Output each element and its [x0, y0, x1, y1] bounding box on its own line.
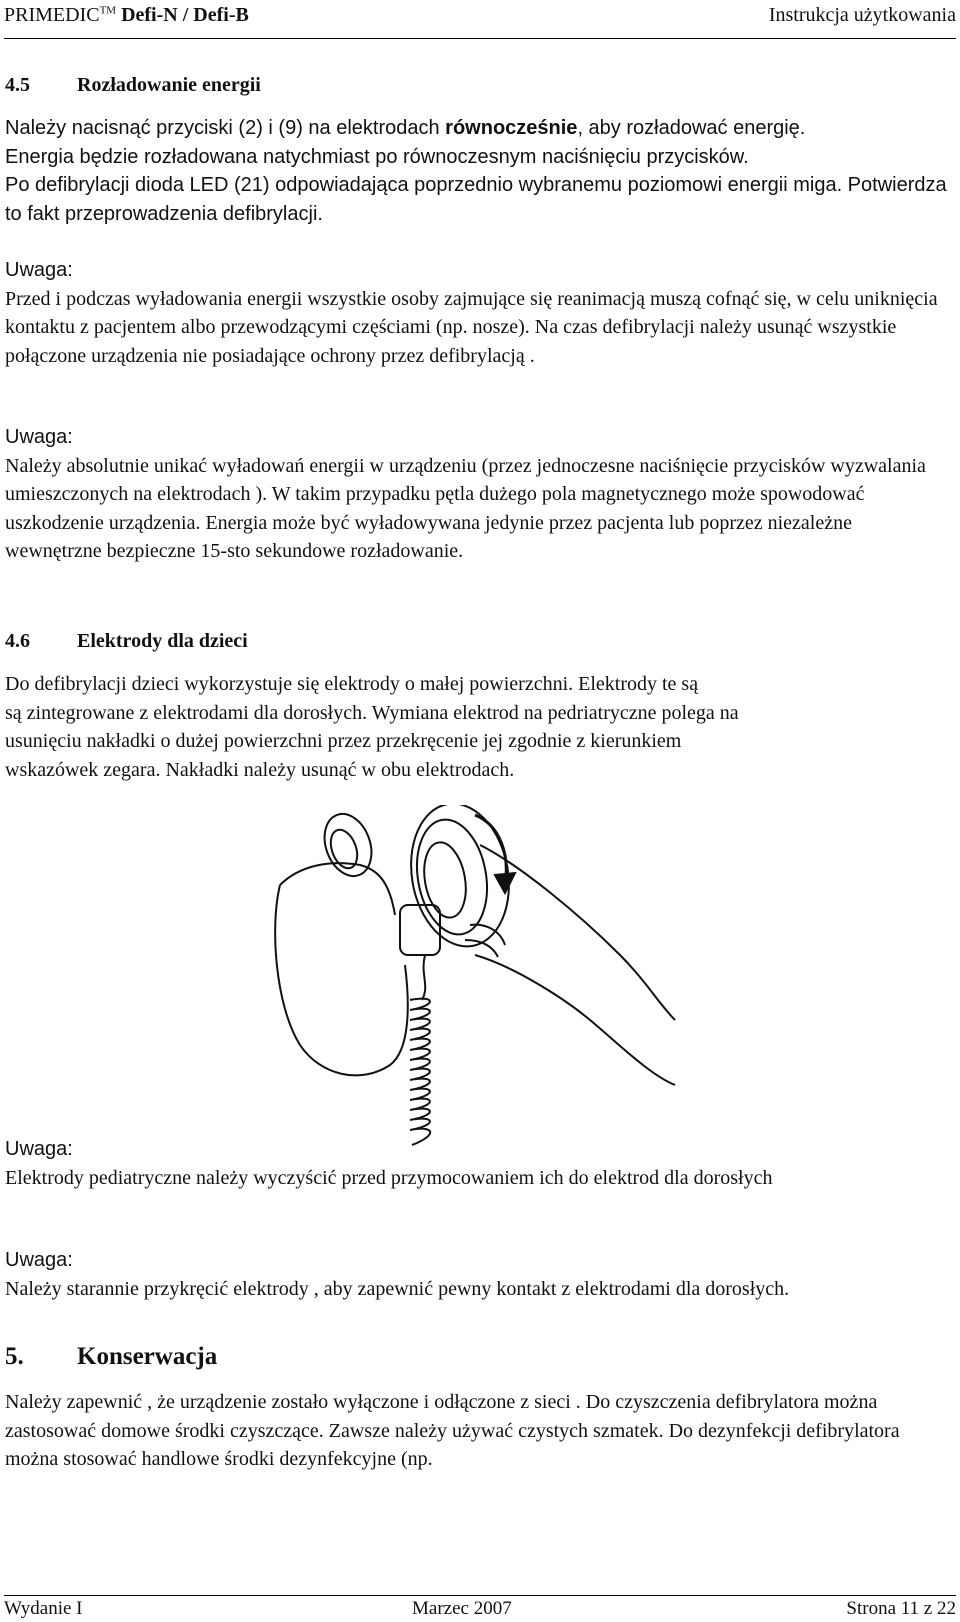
note-text: Przed i podczas wyładowania energii wszystkie osoby zajmujące się reanimacją muszą cofnąć się, w celu uniknięcia kontaktu z pacjentem albo przewodzącymi częściami (np. nosze). Na czas defibrylacji należy usunąć wszystkie połączone urządzenia nie posiadające ochrony przez defibrylacją . [5, 287, 938, 367]
trademark-sup: TM [99, 4, 117, 17]
brand-name: PRIMEDIC [4, 4, 100, 26]
text-run: , aby rozładować energię. [577, 117, 806, 139]
paragraph-line: wskazówek zegara. Nakładki należy usunąć w obu elektrodach. [5, 758, 515, 781]
section-title: Elektrody dla dzieci [77, 630, 248, 652]
note-text: Należy starannie przykręcić elektrody , aby zapewnić pewny kontakt z elektrodami dla dorosłych. [5, 1277, 790, 1300]
note-label: Uwaga: [5, 1249, 73, 1271]
right-hand-outline [480, 845, 675, 1020]
note-4 [5, 1246, 950, 1303]
footer-edition: Wydanie I [4, 1598, 83, 1619]
section-heading-5 [5, 1343, 217, 1371]
header-brand [4, 4, 249, 27]
electrode-illustration [260, 805, 680, 1155]
footer-page-number: Strona 11 z 22 [846, 1598, 956, 1619]
section-5-body [5, 1388, 950, 1474]
bold-text: równocześnie [445, 117, 578, 139]
note-label: Uwaga: [5, 259, 73, 281]
section-4-6-body [5, 670, 950, 784]
note-text: Należy absolutnie unikać wyładowań energii w urządzeniu (przez jednoczesne naciśnięcie przycisków wyzwalania umieszczonych na elektrodach ). W takim przypadku pętla dużego pola magnetycznego może spowodować uszkodzenie urządzenia. Energia może być wyładowywana jedynie przez pacjenta lub poprzez niezależne wewnętrzne bezpieczne 15-sto sekundowe rozładowanie. [5, 454, 926, 562]
paragraph: Po defibrylacji dioda LED (21) odpowiadająca poprzednio wybranemu poziomowi energii miga. Potwierdza to fakt przeprowadzenia defibrylacji. [5, 174, 947, 225]
header-doc-title: Instrukcja użytkowania [768, 4, 956, 26]
paragraph: Należy zapewnić , że urządzenie zostało wyłączone i odłączone z sieci . Do czyszczenia defibrylatora można zastosować domowe środki czyszczące. Zawsze należy używać czystych szmatek. Do dezynfekcji defibrylatora można stosować handlowe środki dezynfekcyjne (np. [5, 1391, 900, 1470]
section-4-5-body [5, 114, 950, 228]
paragraph-line: są zintegrowane z elektrodami dla dorosłych. Wymiana elektrod na pedriatryczne polega na [5, 701, 739, 724]
note-1 [5, 256, 950, 370]
section-number: 4.6 [5, 630, 30, 652]
page-header [4, 0, 956, 39]
left-hand-outline [275, 885, 408, 1075]
section-heading-4-5 [5, 74, 261, 97]
section-number: 4.5 [5, 74, 30, 96]
section-number: 5. [5, 1343, 24, 1370]
footer-date: Marzec 2007 [412, 1598, 512, 1619]
small-electrode [316, 807, 379, 882]
paragraph-line: Energia będzie rozładowana natychmiast po równoczesnym naciśnięciu przycisków. [5, 145, 749, 168]
paragraph-line [5, 114, 950, 143]
model-name: Defi-N / Defi-B [121, 4, 249, 26]
note-text: Elektrody pediatryczne należy wyczyścić przed przymocowaniem ich do elektrod dla dorosłych [5, 1166, 773, 1189]
note-2 [5, 423, 950, 566]
note-3 [5, 1135, 950, 1192]
section-title: Konserwacja [77, 1343, 218, 1370]
text-run: Należy nacisnąć przyciski (2) i (9) na elektrodach [5, 117, 446, 139]
section-title: Rozładowanie energii [77, 74, 261, 96]
paragraph-line: usunięciu nakładki o dużej powierzchni przez przekręcenie jej zgodnie z kierunkiem [5, 730, 682, 752]
left-hand-top [280, 863, 395, 915]
paragraph-line: Do defibrylacji dzieci wykorzystuje się elektrody o małej powierzchni. Elektrody te są [5, 673, 699, 695]
note-label: Uwaga: [5, 426, 73, 448]
note-label: Uwaga: [5, 1138, 73, 1160]
section-heading-4-6 [5, 630, 248, 653]
cable [422, 955, 425, 1000]
page-footer [4, 1595, 956, 1619]
coiled-cable [410, 999, 430, 1145]
